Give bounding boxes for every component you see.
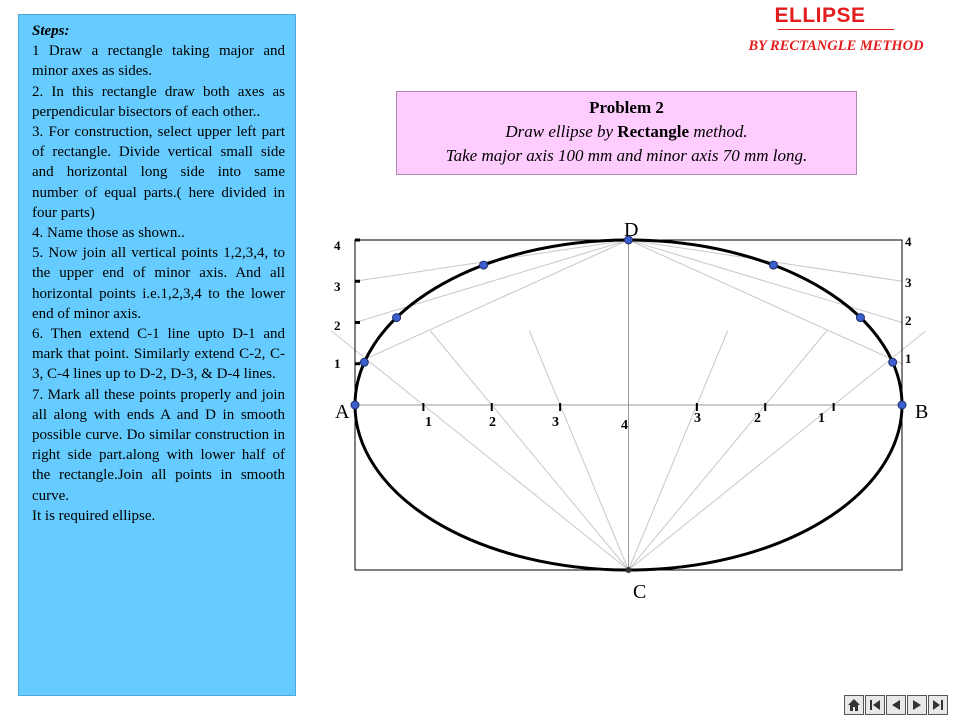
ellipse-point	[898, 401, 906, 409]
construction-line	[629, 240, 903, 364]
slide-navigation	[844, 695, 948, 715]
left-vertical-number-3: 3	[334, 279, 341, 294]
page-subtitle: BY RECTANGLE METHOD	[748, 38, 924, 54]
step-5: 5. Now join all vertical points 1,2,3,4, to the upper end of minor axis. And all horizontal points i.e.1,2,3,4 to the lower end of minor axis.	[32, 245, 285, 322]
label-d: D	[624, 219, 639, 241]
problem-method: Rectangle	[617, 122, 690, 141]
right-horizontal-number-2: 2	[754, 411, 761, 426]
construction-line	[629, 331, 728, 570]
ellipse-point	[480, 261, 488, 269]
right-horizontal-number-3: 3	[694, 411, 701, 426]
problem-dimensions: Take major axis 100 mm and minor axis 70 mm long.	[445, 146, 808, 165]
nav-home-button[interactable]	[844, 695, 864, 715]
last-icon	[931, 698, 945, 712]
page-title: ELLIPSE	[774, 4, 866, 27]
label-c: C	[633, 581, 647, 603]
nav-previous-button[interactable]	[886, 695, 906, 715]
left-horizontal-number-4: 4	[621, 418, 628, 433]
step-1: 1 Draw a rectangle taking major and minor axes as sides.	[32, 43, 285, 80]
left-vertical-number-4: 4	[334, 238, 341, 253]
left-vertical-number-2: 2	[334, 318, 341, 333]
construction-line	[355, 240, 629, 364]
step-7: 7. Mark all these points properly and join all along with ends A and D in smooth possible curve. Do similar construction in right side part.along with lower half of the rectangle.Join all points in smooth curve.	[32, 386, 285, 504]
ellipse-point	[889, 358, 897, 366]
right-vertical-number-3: 3	[905, 275, 912, 290]
next-icon	[910, 698, 924, 712]
nav-last-button[interactable]	[928, 695, 948, 715]
ellipse-point	[351, 401, 359, 409]
step-conclusion: It is required ellipse.	[32, 507, 156, 524]
right-vertical-number-1: 1	[905, 351, 912, 366]
construction-line	[629, 331, 929, 570]
right-horizontal-number-1: 1	[818, 411, 825, 426]
label-a: A	[335, 401, 350, 423]
left-horizontal-number-1: 1	[425, 415, 432, 430]
right-vertical-number-2: 2	[905, 313, 912, 328]
ellipse-point	[393, 314, 401, 322]
construction-line	[331, 331, 628, 570]
left-vertical-number-1: 1	[334, 356, 341, 371]
ellipse-point-c	[626, 567, 632, 573]
problem-statement-suffix: method.	[689, 122, 748, 141]
construction-line	[529, 331, 628, 570]
step-4: 4. Name those as shown..	[32, 225, 185, 242]
problem-statement-prefix: Draw ellipse by	[505, 122, 618, 141]
nav-first-button[interactable]	[865, 695, 885, 715]
construction-line	[629, 240, 903, 323]
problem-title: Problem 2	[589, 98, 664, 117]
previous-icon	[889, 698, 903, 712]
division-ticks	[355, 240, 834, 411]
left-horizontal-number-3: 3	[552, 415, 559, 430]
ellipse-point	[769, 261, 777, 269]
ellipse-point	[360, 358, 368, 366]
nav-next-button[interactable]	[907, 695, 927, 715]
label-b: B	[915, 401, 929, 423]
step-2: 2. In this rectangle draw both axes as perpendicular bisectors of each other..	[32, 83, 285, 120]
step-3: 3. For construction, select upper left part of rectangle. Divide vertical small side and horizontal long side into same number of equal parts.( here divided in four parts)	[32, 124, 285, 221]
left-horizontal-number-2: 2	[489, 415, 496, 430]
construction-line	[355, 240, 629, 323]
first-icon	[868, 698, 882, 712]
steps-heading: Steps:	[32, 23, 70, 39]
ellipse-point	[856, 314, 864, 322]
right-vertical-number-4: 4	[905, 234, 912, 249]
step-6: 6. Then extend C-1 line upto D-1 and mark that point. Similarly extend C-2, C-3, C-4 lines up to D-2, D-3, & D-4 lines.	[32, 326, 285, 383]
home-icon	[847, 698, 861, 712]
